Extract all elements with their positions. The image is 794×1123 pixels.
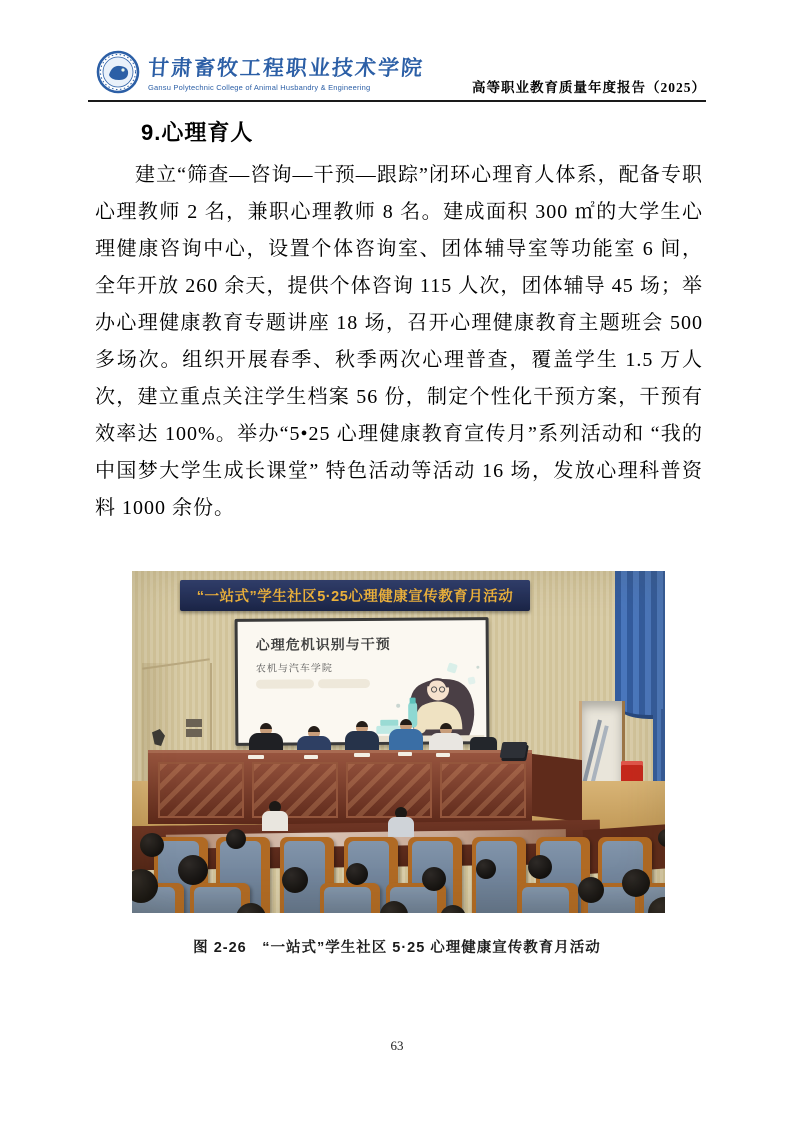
head-table-end [532, 754, 582, 822]
college-name-en: Gansu Polytechnic College of Animal Husbandry & Engineering [148, 83, 371, 92]
laptop [500, 742, 528, 758]
table-paper [398, 752, 412, 756]
table-panel [158, 762, 244, 818]
college-name-cn: 甘肃畜牧工程职业技术学院 [147, 56, 425, 80]
audience-member-front [262, 801, 288, 831]
table-paper [248, 755, 264, 759]
slide-subtitle: 农机与汽车学院 [255, 663, 333, 675]
page-header [88, 48, 706, 102]
audience-head [622, 869, 650, 897]
audience-member-front [388, 807, 414, 837]
section-heading: 9.心理育人 [141, 120, 254, 145]
section-paragraph: 建立“筛查—咨询—干预—跟踪”闭环心理育人体系，配备专职心理教师 2 名，兼职心理教师 8 名。建成面积 300 ㎡的大学生心理健康咨询中心，设置个体咨询室、团体辅导室等功能室 6 间，全年开放 260 余天，提供个体咨询 115 人次，团体辅导 45 场；举办心理健康教育专题讲座 18 场，召开心理健康教育主题班会 500 多场次。组织开展春季、秋季两次心理普查，覆盖学生 1.5 万人次，建立重点关注学生档案 56 份，制定个性化干预方案，干预有效率达 100%。举办“5•25 心理健康教育宣传月”系列活动和 “我的中国梦大学生成长课堂” 特色活动等活动 16 场，发放心理科普资料 1000 余份。 [95, 164, 703, 519]
table-paper [354, 753, 370, 757]
auditorium-chair [320, 883, 380, 913]
table-paper [436, 753, 450, 757]
stage-curtain-lower [653, 709, 665, 783]
auditorium-chair [518, 883, 578, 913]
stage-curtain [615, 571, 665, 719]
head-table [148, 750, 532, 824]
audience-head [528, 855, 552, 879]
side-door-opening [579, 701, 625, 791]
college-seal-icon [96, 50, 140, 94]
audience-head [578, 877, 604, 903]
slide-decoration [318, 679, 370, 688]
figure-caption: 图 2-26 “一站式”学生社区 5·25 心理健康宣传教育月活动 [193, 940, 601, 956]
event-photo [132, 571, 665, 913]
audience-head [422, 867, 446, 891]
college-name-block [148, 52, 424, 92]
audience-head [226, 829, 246, 849]
audience-head [282, 867, 308, 893]
table-panel [440, 762, 526, 818]
slide-illustration-woman [364, 655, 485, 742]
wall-speaker [186, 719, 202, 727]
chair-cushion [324, 887, 371, 913]
slide-title: 心理危机识别与干预 [255, 635, 391, 653]
audience-body [262, 811, 288, 831]
audience-head [476, 859, 496, 879]
report-title: 高等职业教育质量年度报告（2025） [472, 80, 706, 95]
table-paper [304, 755, 318, 759]
chair-cushion [194, 887, 241, 913]
audience-head [346, 863, 368, 885]
audience-head [140, 833, 164, 857]
chair-cushion [522, 887, 569, 913]
audience-body [388, 817, 414, 837]
slide-decoration [256, 679, 314, 688]
ladder-icon [582, 719, 602, 784]
event-banner [180, 580, 530, 611]
event-banner-text: “一站式”学生社区5·25心理健康宣传教育月活动 [196, 589, 514, 605]
page-number: 63 [390, 1038, 404, 1053]
audience-head [178, 855, 208, 885]
